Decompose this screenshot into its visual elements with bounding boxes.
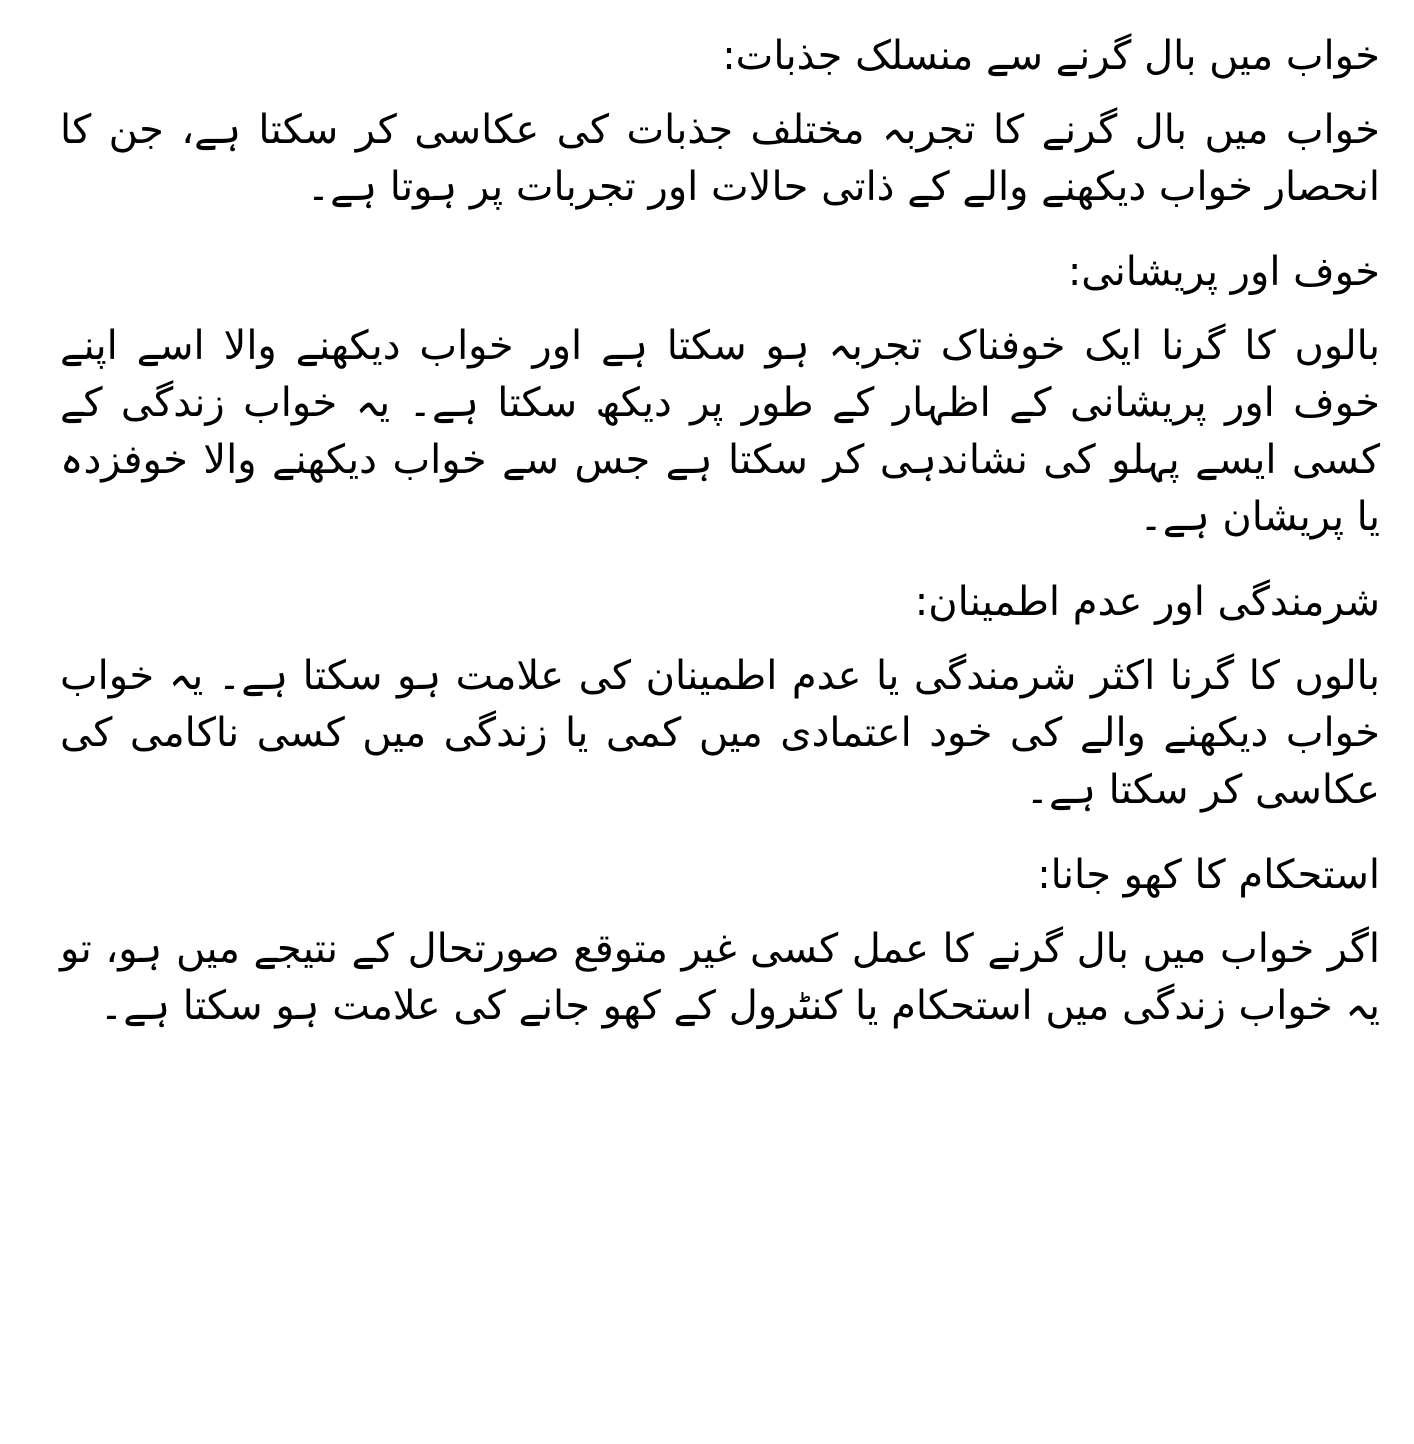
section-paragraph: بالوں کا گرنا اکثر شرمندگی یا عدم اطمینان کی علامت ہو سکتا ہے۔ یہ خواب خواب دیکھنے والے کی خود اعتمادی میں کمی یا زندگی میں کسی ناکامی کی عکاسی کر سکتا ہے۔: [60, 653, 1380, 813]
section-heading: استحکام کا کھو جانا:: [1037, 852, 1380, 898]
section-heading: خوف اور پریشانی:: [1067, 249, 1380, 295]
section-fear-anxiety: [60, 244, 1380, 546]
section-loss-of-stability: [60, 847, 1380, 1035]
section-heading: خواب میں بال گرنے سے منسلک جذبات:: [722, 33, 1380, 79]
section-heading: شرمندگی اور عدم اطمینان:: [914, 579, 1380, 625]
section-paragraph: خواب میں بال گرنے کا تجربہ مختلف جذبات کی عکاسی کر سکتا ہے، جن کا انحصار خواب دیکھنے والے کے ذاتی حالات اور تجربات پر ہوتا ہے۔: [60, 107, 1380, 210]
section-paragraph: اگر خواب میں بال گرنے کا عمل کسی غیر متوقع صورتحال کے نتیجے میں ہو، تو یہ خواب زندگی میں استحکام یا کنٹرول کے کھو جانے کی علامت ہو سکتا ہے۔: [60, 926, 1380, 1029]
section-emotions: [60, 28, 1380, 216]
section-paragraph: بالوں کا گرنا ایک خوفناک تجربہ ہو سکتا ہے اور خواب دیکھنے والا اسے اپنے خوف اور پریشانی کے اظہار کے طور پر دیکھ سکتا ہے۔ یہ خواب زندگی کے کسی ایسے پہلو کی نشاندہی کر سکتا ہے جس سے خواب دیکھنے والا خوفزدہ یا پریشان ہے۔: [60, 323, 1380, 540]
section-embarrassment: [60, 574, 1380, 819]
